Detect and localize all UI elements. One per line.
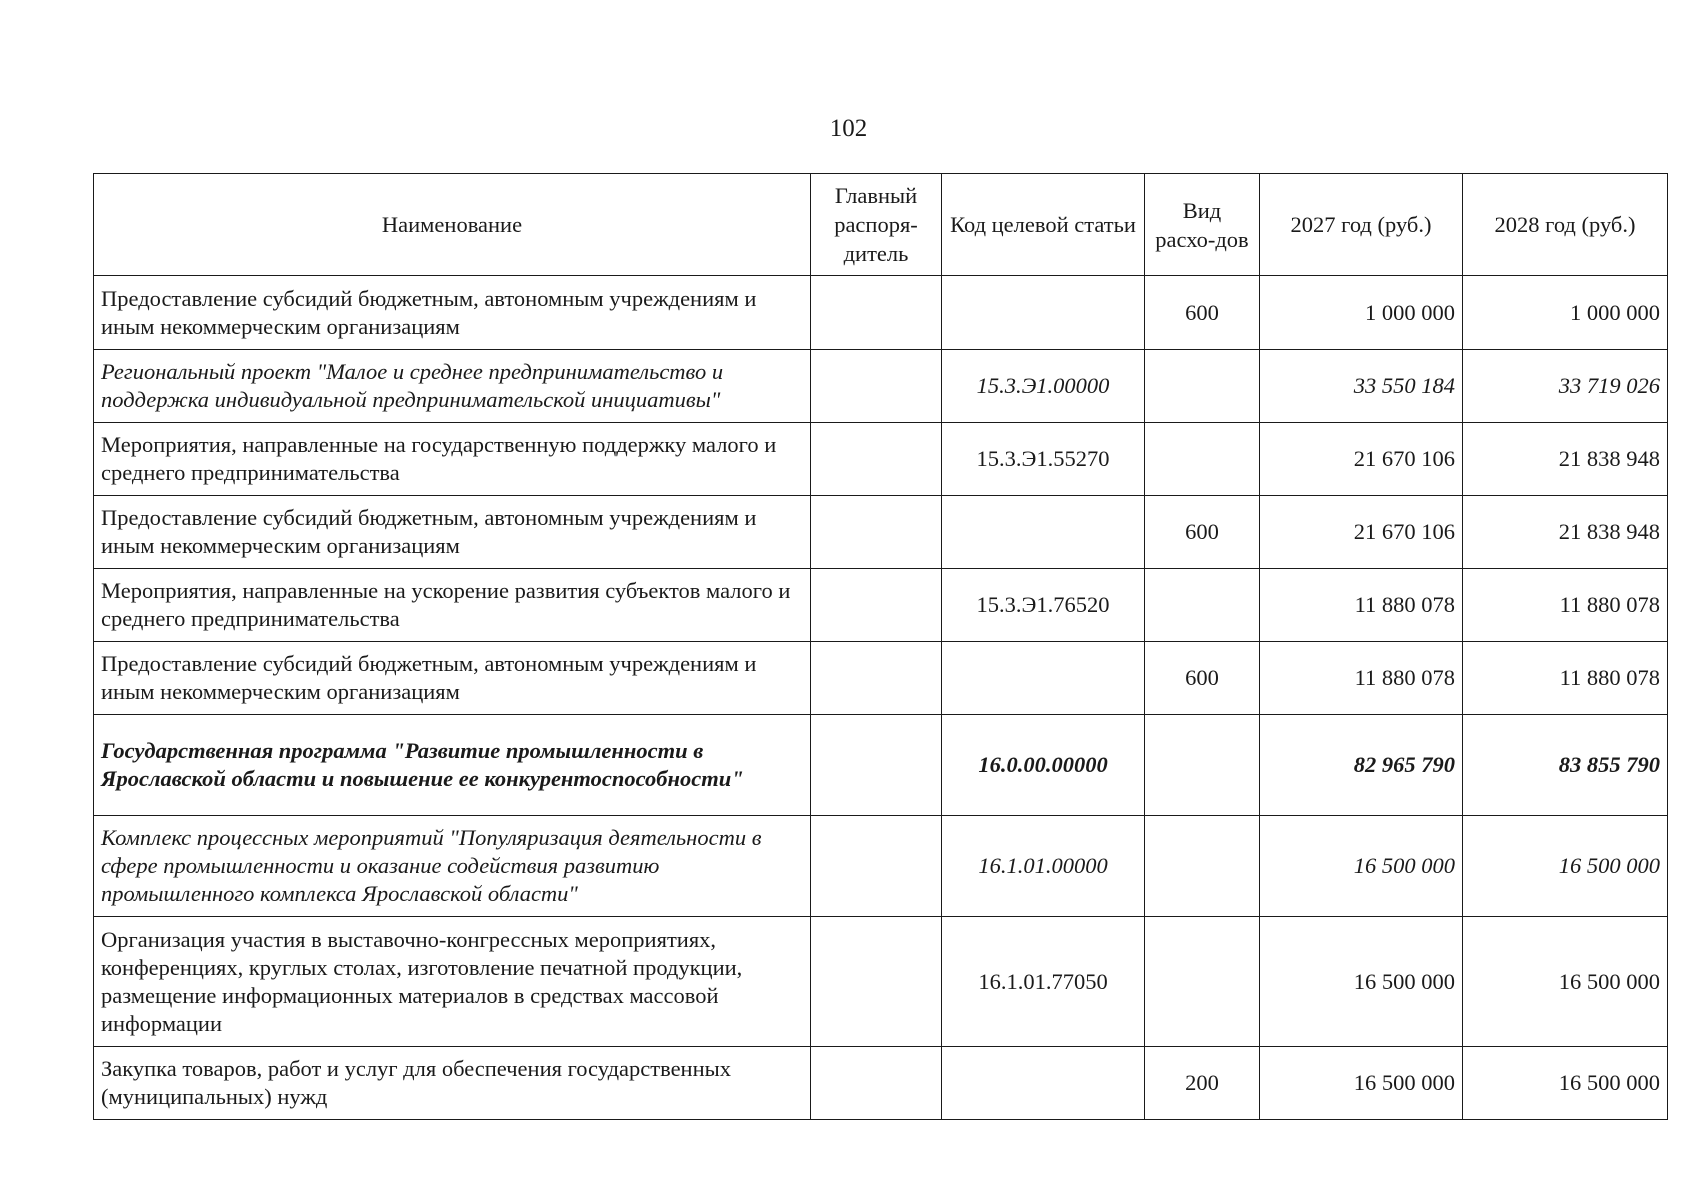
cell-code: 15.3.Э1.76520: [942, 569, 1145, 642]
table-row: [94, 423, 1668, 496]
cell-amount-2027: 33 550 184: [1260, 350, 1463, 423]
cell-expense-type: [1145, 816, 1260, 917]
cell-amount-2027: 21 670 106: [1260, 423, 1463, 496]
cell-amount-2027: 1 000 000: [1260, 276, 1463, 350]
header-year-2028: [1463, 174, 1668, 276]
cell-manager: [811, 642, 942, 715]
cell-manager: [811, 350, 942, 423]
cell-expense-type: 200: [1145, 1047, 1260, 1120]
table-row: [94, 1047, 1668, 1120]
header-type: [1145, 174, 1260, 276]
cell-expense-type: [1145, 569, 1260, 642]
cell-name: Закупка товаров, работ и услуг для обеспечения государственных (муниципальных) нужд: [94, 1047, 811, 1120]
cell-amount-2028: 16 500 000: [1463, 816, 1668, 917]
cell-amount-2027: 11 880 078: [1260, 569, 1463, 642]
header-name: [94, 174, 811, 276]
cell-manager: [811, 496, 942, 569]
table-row: [94, 276, 1668, 350]
table-row: [94, 496, 1668, 569]
cell-amount-2028: 16 500 000: [1463, 1047, 1668, 1120]
cell-code: 16.1.01.77050: [942, 917, 1145, 1047]
cell-amount-2028: 21 838 948: [1463, 496, 1668, 569]
cell-code: 15.3.Э1.00000: [942, 350, 1145, 423]
cell-code: 16.0.00.00000: [942, 715, 1145, 816]
header-year-2027: [1260, 174, 1463, 276]
cell-manager: [811, 816, 942, 917]
table-row: [94, 350, 1668, 423]
cell-expense-type: 600: [1145, 496, 1260, 569]
cell-amount-2028: 11 880 078: [1463, 642, 1668, 715]
cell-code: 15.3.Э1.55270: [942, 423, 1145, 496]
cell-name: Предоставление субсидий бюджетным, автономным учреждениям и иным некоммерческим организациям: [94, 496, 811, 569]
cell-name: Предоставление субсидий бюджетным, автономным учреждениям и иным некоммерческим организациям: [94, 276, 811, 350]
cell-manager: [811, 715, 942, 816]
cell-manager: [811, 423, 942, 496]
cell-manager: [811, 1047, 942, 1120]
cell-manager: [811, 917, 942, 1047]
cell-amount-2028: 1 000 000: [1463, 276, 1668, 350]
budget-table: [93, 173, 1668, 1120]
header-type-label: Вид расхо-дов: [1155, 197, 1249, 252]
cell-amount-2028: 33 719 026: [1463, 350, 1668, 423]
header-name-label: Наименование: [381, 212, 523, 237]
cell-amount-2027: 16 500 000: [1260, 816, 1463, 917]
cell-code: 16.1.01.00000: [942, 816, 1145, 917]
cell-code: [942, 276, 1145, 350]
cell-amount-2027: 21 670 106: [1260, 496, 1463, 569]
cell-name: Организация участия в выставочно-конгрессных мероприятиях, конференциях, круглых столах, изготовление печатной продукции, размещение информационных материалов в средствах массовой информации: [94, 917, 811, 1047]
header-year-2028-label: 2028 год (руб.): [1494, 212, 1636, 237]
cell-amount-2027: 11 880 078: [1260, 642, 1463, 715]
cell-expense-type: [1145, 423, 1260, 496]
cell-amount-2027: 16 500 000: [1260, 1047, 1463, 1120]
cell-manager: [811, 569, 942, 642]
cell-name: Региональный проект "Малое и среднее предпринимательство и поддержка индивидуальной предпринимательской инициативы": [94, 350, 811, 423]
header-year-2027-label: 2027 год (руб.): [1290, 212, 1432, 237]
header-manager-label: Главный распоря-дитель: [834, 183, 918, 266]
page-number: 102: [829, 115, 868, 142]
cell-amount-2028: 11 880 078: [1463, 569, 1668, 642]
cell-amount-2027: 16 500 000: [1260, 917, 1463, 1047]
header-code: [942, 174, 1145, 276]
cell-name: Мероприятия, направленные на государственную поддержку малого и среднего предпринимательства: [94, 423, 811, 496]
cell-expense-type: 600: [1145, 276, 1260, 350]
table-row: [94, 569, 1668, 642]
table-row: [94, 642, 1668, 715]
cell-name: Комплекс процессных мероприятий "Популяризация деятельности в сфере промышленности и оказание содействия развитию промышленного комплекса Ярославской области": [94, 816, 811, 917]
header-manager: [811, 174, 942, 276]
header-code-label: Код целевой статьи: [950, 212, 1136, 237]
cell-code: [942, 1047, 1145, 1120]
table-body: [94, 276, 1668, 1120]
table-row: [94, 816, 1668, 917]
cell-amount-2027: 82 965 790: [1260, 715, 1463, 816]
table-row: [94, 715, 1668, 816]
cell-name: Предоставление субсидий бюджетным, автономным учреждениям и иным некоммерческим организациям: [94, 642, 811, 715]
cell-expense-type: [1145, 350, 1260, 423]
cell-expense-type: [1145, 715, 1260, 816]
table-row: [94, 917, 1668, 1047]
cell-code: [942, 642, 1145, 715]
cell-amount-2028: 21 838 948: [1463, 423, 1668, 496]
cell-code: [942, 496, 1145, 569]
cell-name: Государственная программа "Развитие промышленности в Ярославской области и повышение ее конкурентоспособности": [94, 715, 811, 816]
cell-amount-2028: 83 855 790: [1463, 715, 1668, 816]
table-header-row: [94, 174, 1668, 276]
cell-manager: [811, 276, 942, 350]
cell-amount-2028: 16 500 000: [1463, 917, 1668, 1047]
cell-name: Мероприятия, направленные на ускорение развития субъектов малого и среднего предпринимательства: [94, 569, 811, 642]
cell-expense-type: [1145, 917, 1260, 1047]
cell-expense-type: 600: [1145, 642, 1260, 715]
